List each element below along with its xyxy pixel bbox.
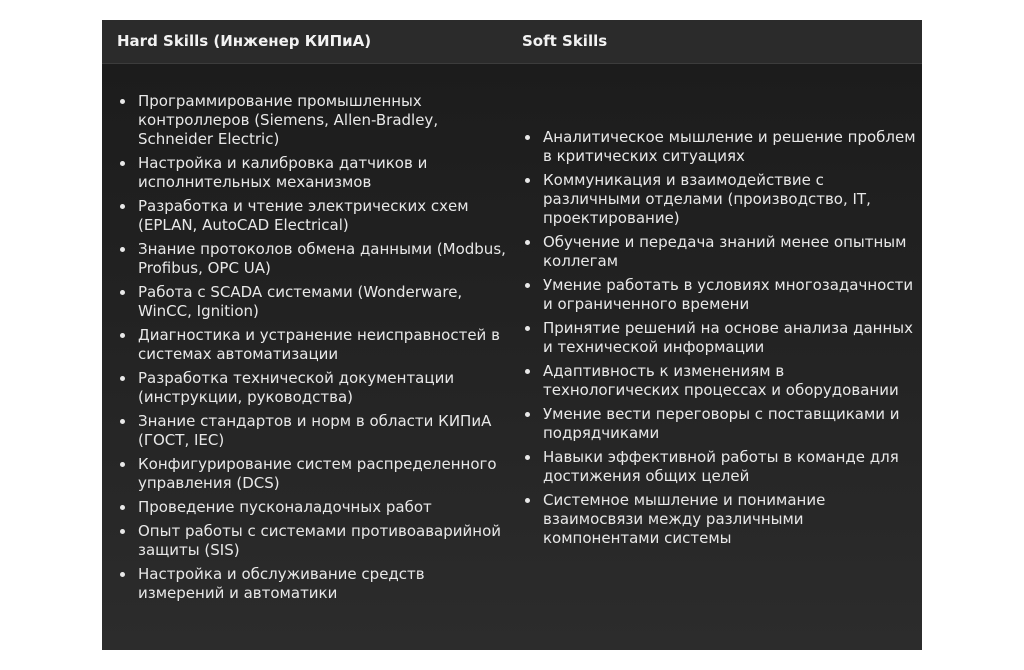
list-item: Знание протоколов обмена данными (Modbus, Profibus, OPC UA) (117, 240, 507, 278)
list-item: Умение вести переговоры с поставщиками и подрядчиками (522, 405, 917, 443)
hard-skills-list (117, 92, 507, 608)
list-item: Системное мышление и понимание взаимосвязи между различными компонентами системы (522, 491, 917, 548)
list-item: Адаптивность к изменениям в технологических процессах и оборудовании (522, 362, 917, 400)
list-item: Коммуникация и взаимодействие с различными отделами (производство, IT, проектирование) (522, 171, 917, 228)
list-item: Навыки эффективной работы в команде для достижения общих целей (522, 448, 917, 486)
soft-skills-list (522, 128, 917, 553)
list-item: Принятие решений на основе анализа данных и технической информации (522, 319, 917, 357)
list-item: Программирование промышленных контроллеров (Siemens, Allen-Bradley, Schneider Electric) (117, 92, 507, 149)
list-item: Разработка технической документации (инструкции, руководства) (117, 369, 507, 407)
list-item: Настройка и обслуживание средств измерений и автоматики (117, 565, 507, 603)
list-item: Знание стандартов и норм в области КИПиА (ГОСТ, IEC) (117, 412, 507, 450)
skills-table (102, 20, 922, 650)
list-item: Обучение и передача знаний менее опытным коллегам (522, 233, 917, 271)
table-header-row (102, 20, 922, 64)
list-item: Умение работать в условиях многозадачности и ограниченного времени (522, 276, 917, 314)
list-item: Проведение пусконаладочных работ (117, 498, 507, 517)
list-item: Разработка и чтение электрических схем (EPLAN, AutoCAD Electrical) (117, 197, 507, 235)
list-item: Аналитическое мышление и решение проблем в критических ситуациях (522, 128, 917, 166)
header-soft-skills: Soft Skills (522, 32, 608, 50)
list-item: Опыт работы с системами противоаварийной защиты (SIS) (117, 522, 507, 560)
list-item: Диагностика и устранение неисправностей в системах автоматизации (117, 326, 507, 364)
list-item: Работа с SCADA системами (Wonderware, WinCC, Ignition) (117, 283, 507, 321)
list-item: Конфигурирование систем распределенного управления (DCS) (117, 455, 507, 493)
header-hard-skills: Hard Skills (Инженер КИПиА) (117, 32, 372, 50)
list-item: Настройка и калибровка датчиков и исполнительных механизмов (117, 154, 507, 192)
